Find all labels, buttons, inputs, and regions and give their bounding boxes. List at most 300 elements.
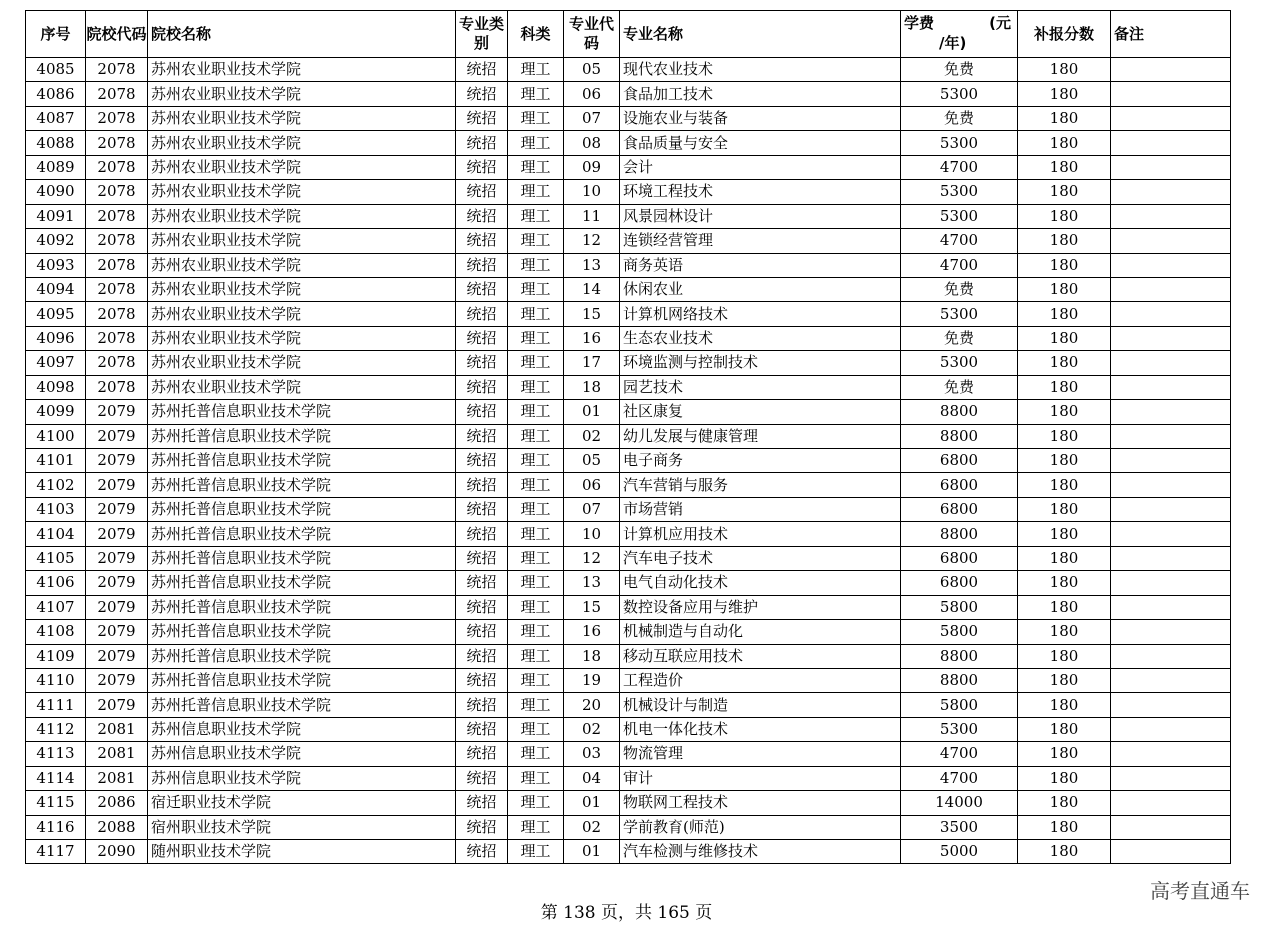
cell-subject: 理工 <box>508 717 564 741</box>
cell-seq: 4094 <box>26 277 86 301</box>
col-header-seq: 序号 <box>26 11 86 58</box>
cell-major-name: 电子商务 <box>620 449 901 473</box>
cell-major-code: 10 <box>564 522 620 546</box>
table-row <box>26 82 1231 106</box>
cell-subject: 理工 <box>508 106 564 130</box>
cell-score: 180 <box>1018 277 1111 301</box>
col-header-school-name: 院校名称 <box>148 11 456 58</box>
watermark-text: 高考直通车 <box>1150 879 1250 903</box>
cell-school-name: 随州职业技术学院 <box>148 840 456 864</box>
cell-note <box>1111 815 1231 839</box>
cell-fee: 免费 <box>901 375 1018 399</box>
table-row <box>26 595 1231 619</box>
cell-major-name: 食品质量与安全 <box>620 131 901 155</box>
cell-school-name: 苏州农业职业技术学院 <box>148 277 456 301</box>
cell-major-category: 统招 <box>456 155 508 179</box>
cell-school-name: 苏州托普信息职业技术学院 <box>148 595 456 619</box>
cell-major-code: 18 <box>564 644 620 668</box>
cell-major-name: 风景园林设计 <box>620 204 901 228</box>
cell-school-name: 苏州托普信息职业技术学院 <box>148 693 456 717</box>
cell-major-code: 13 <box>564 571 620 595</box>
cell-school-name: 苏州托普信息职业技术学院 <box>148 571 456 595</box>
table-row <box>26 400 1231 424</box>
cell-major-name: 机械设计与制造 <box>620 693 901 717</box>
cell-school-code: 2078 <box>86 253 148 277</box>
cell-school-code: 2079 <box>86 644 148 668</box>
cell-major-category: 统招 <box>456 644 508 668</box>
cell-school-name: 苏州农业职业技术学院 <box>148 326 456 350</box>
cell-major-code: 18 <box>564 375 620 399</box>
cell-note <box>1111 424 1231 448</box>
cell-major-category: 统招 <box>456 546 508 570</box>
cell-school-code: 2090 <box>86 840 148 864</box>
cell-subject: 理工 <box>508 131 564 155</box>
cell-major-code: 07 <box>564 497 620 521</box>
cell-school-code: 2081 <box>86 742 148 766</box>
cell-major-category: 统招 <box>456 595 508 619</box>
cell-school-code: 2078 <box>86 229 148 253</box>
admission-table <box>25 10 1231 864</box>
cell-school-name: 苏州信息职业技术学院 <box>148 766 456 790</box>
cell-major-name: 电气自动化技术 <box>620 571 901 595</box>
cell-subject: 理工 <box>508 522 564 546</box>
cell-school-code: 2079 <box>86 400 148 424</box>
cell-school-code: 2079 <box>86 595 148 619</box>
cell-school-name: 宿州职业技术学院 <box>148 815 456 839</box>
cell-score: 180 <box>1018 131 1111 155</box>
cell-subject: 理工 <box>508 180 564 204</box>
cell-subject: 理工 <box>508 424 564 448</box>
cell-school-name: 苏州托普信息职业技术学院 <box>148 497 456 521</box>
cell-major-code: 10 <box>564 180 620 204</box>
col-header-major-category: 专业类别 <box>456 11 508 58</box>
cell-fee: 8800 <box>901 400 1018 424</box>
fee-header-label: 学费 <box>904 14 935 32</box>
cell-seq: 4088 <box>26 131 86 155</box>
cell-major-category: 统招 <box>456 571 508 595</box>
fee-header-unit-b: /年) <box>939 34 967 52</box>
cell-major-category: 统招 <box>456 424 508 448</box>
cell-major-code: 08 <box>564 131 620 155</box>
cell-major-code: 09 <box>564 155 620 179</box>
cell-score: 180 <box>1018 375 1111 399</box>
cell-major-code: 20 <box>564 693 620 717</box>
cell-note <box>1111 253 1231 277</box>
cell-note <box>1111 351 1231 375</box>
cell-score: 180 <box>1018 400 1111 424</box>
cell-major-name: 园艺技术 <box>620 375 901 399</box>
cell-note <box>1111 106 1231 130</box>
cell-major-category: 统招 <box>456 840 508 864</box>
col-header-subject: 科类 <box>508 11 564 58</box>
cell-note <box>1111 791 1231 815</box>
cell-major-category: 统招 <box>456 82 508 106</box>
cell-school-code: 2078 <box>86 326 148 350</box>
cell-subject: 理工 <box>508 155 564 179</box>
cell-score: 180 <box>1018 644 1111 668</box>
cell-note <box>1111 58 1231 82</box>
col-header-note: 备注 <box>1111 11 1231 58</box>
table-row <box>26 693 1231 717</box>
cell-major-code: 06 <box>564 473 620 497</box>
cell-note <box>1111 326 1231 350</box>
cell-school-code: 2078 <box>86 302 148 326</box>
table-row <box>26 375 1231 399</box>
cell-seq: 4086 <box>26 82 86 106</box>
cell-school-name: 苏州托普信息职业技术学院 <box>148 546 456 570</box>
cell-subject: 理工 <box>508 595 564 619</box>
cell-major-name: 学前教育(师范) <box>620 815 901 839</box>
cell-note <box>1111 693 1231 717</box>
table-row <box>26 253 1231 277</box>
cell-score: 180 <box>1018 302 1111 326</box>
table-row <box>26 546 1231 570</box>
cell-subject: 理工 <box>508 742 564 766</box>
cell-school-code: 2081 <box>86 717 148 741</box>
cell-major-category: 统招 <box>456 742 508 766</box>
cell-score: 180 <box>1018 106 1111 130</box>
cell-seq: 4105 <box>26 546 86 570</box>
cell-subject: 理工 <box>508 815 564 839</box>
cell-note <box>1111 571 1231 595</box>
cell-major-name: 环境工程技术 <box>620 180 901 204</box>
cell-subject: 理工 <box>508 204 564 228</box>
cell-note <box>1111 375 1231 399</box>
cell-seq: 4107 <box>26 595 86 619</box>
cell-school-code: 2078 <box>86 155 148 179</box>
table-row <box>26 58 1231 82</box>
header-row <box>26 11 1231 58</box>
cell-note <box>1111 668 1231 692</box>
cell-score: 180 <box>1018 180 1111 204</box>
cell-major-category: 统招 <box>456 473 508 497</box>
cell-subject: 理工 <box>508 620 564 644</box>
cell-seq: 4085 <box>26 58 86 82</box>
cell-school-name: 宿迁职业技术学院 <box>148 791 456 815</box>
cell-seq: 4095 <box>26 302 86 326</box>
cell-fee: 8800 <box>901 424 1018 448</box>
cell-school-name: 苏州农业职业技术学院 <box>148 204 456 228</box>
table-row <box>26 302 1231 326</box>
cell-major-category: 统招 <box>456 620 508 644</box>
table-row <box>26 742 1231 766</box>
cell-subject: 理工 <box>508 326 564 350</box>
cell-note <box>1111 595 1231 619</box>
cell-major-code: 12 <box>564 546 620 570</box>
cell-major-category: 统招 <box>456 815 508 839</box>
cell-note <box>1111 644 1231 668</box>
cell-school-code: 2078 <box>86 180 148 204</box>
cell-seq: 4101 <box>26 449 86 473</box>
cell-seq: 4113 <box>26 742 86 766</box>
cell-note <box>1111 546 1231 570</box>
cell-note <box>1111 277 1231 301</box>
cell-major-category: 统招 <box>456 375 508 399</box>
cell-school-code: 2079 <box>86 546 148 570</box>
cell-fee: 4700 <box>901 766 1018 790</box>
cell-fee: 免费 <box>901 326 1018 350</box>
cell-fee: 5000 <box>901 840 1018 864</box>
cell-seq: 4093 <box>26 253 86 277</box>
cell-school-code: 2078 <box>86 58 148 82</box>
cell-school-code: 2079 <box>86 620 148 644</box>
cell-major-name: 生态农业技术 <box>620 326 901 350</box>
cell-major-code: 15 <box>564 595 620 619</box>
cell-major-category: 统招 <box>456 497 508 521</box>
cell-school-name: 苏州农业职业技术学院 <box>148 82 456 106</box>
cell-seq: 4109 <box>26 644 86 668</box>
cell-major-name: 计算机应用技术 <box>620 522 901 546</box>
cell-major-code: 01 <box>564 791 620 815</box>
cell-subject: 理工 <box>508 82 564 106</box>
cell-major-code: 07 <box>564 106 620 130</box>
cell-major-name: 移动互联应用技术 <box>620 644 901 668</box>
cell-major-name: 机电一体化技术 <box>620 717 901 741</box>
cell-school-code: 2078 <box>86 204 148 228</box>
cell-fee: 5300 <box>901 131 1018 155</box>
cell-major-category: 统招 <box>456 204 508 228</box>
cell-subject: 理工 <box>508 449 564 473</box>
cell-school-code: 2078 <box>86 106 148 130</box>
table-row <box>26 791 1231 815</box>
cell-subject: 理工 <box>508 571 564 595</box>
cell-school-code: 2079 <box>86 449 148 473</box>
cell-school-code: 2088 <box>86 815 148 839</box>
table-row <box>26 815 1231 839</box>
cell-major-category: 统招 <box>456 326 508 350</box>
cell-score: 180 <box>1018 424 1111 448</box>
cell-seq: 4097 <box>26 351 86 375</box>
cell-major-category: 统招 <box>456 302 508 326</box>
table-row <box>26 180 1231 204</box>
cell-score: 180 <box>1018 351 1111 375</box>
cell-subject: 理工 <box>508 693 564 717</box>
cell-school-name: 苏州托普信息职业技术学院 <box>148 668 456 692</box>
cell-seq: 4116 <box>26 815 86 839</box>
table-row <box>26 204 1231 228</box>
cell-seq: 4103 <box>26 497 86 521</box>
table-row <box>26 351 1231 375</box>
cell-major-category: 统招 <box>456 400 508 424</box>
cell-major-name: 汽车营销与服务 <box>620 473 901 497</box>
cell-major-category: 统招 <box>456 668 508 692</box>
cell-note <box>1111 449 1231 473</box>
cell-major-code: 12 <box>564 229 620 253</box>
cell-fee: 6800 <box>901 571 1018 595</box>
cell-score: 180 <box>1018 571 1111 595</box>
table-row <box>26 717 1231 741</box>
fee-header-unit-a: (元 <box>989 14 1011 32</box>
cell-major-category: 统招 <box>456 277 508 301</box>
cell-note <box>1111 180 1231 204</box>
table-row <box>26 326 1231 350</box>
cell-major-category: 统招 <box>456 131 508 155</box>
cell-fee: 6800 <box>901 449 1018 473</box>
cell-subject: 理工 <box>508 400 564 424</box>
cell-fee: 4700 <box>901 229 1018 253</box>
cell-seq: 4112 <box>26 717 86 741</box>
cell-subject: 理工 <box>508 375 564 399</box>
cell-major-category: 统招 <box>456 693 508 717</box>
table-body <box>26 58 1231 864</box>
cell-seq: 4117 <box>26 840 86 864</box>
cell-school-name: 苏州农业职业技术学院 <box>148 253 456 277</box>
table-row <box>26 131 1231 155</box>
cell-score: 180 <box>1018 497 1111 521</box>
cell-school-code: 2086 <box>86 791 148 815</box>
cell-score: 180 <box>1018 155 1111 179</box>
cell-major-name: 计算机网络技术 <box>620 302 901 326</box>
cell-major-name: 连锁经营管理 <box>620 229 901 253</box>
cell-subject: 理工 <box>508 497 564 521</box>
cell-note <box>1111 742 1231 766</box>
cell-seq: 4114 <box>26 766 86 790</box>
cell-subject: 理工 <box>508 546 564 570</box>
cell-major-code: 05 <box>564 58 620 82</box>
cell-major-name: 汽车检测与维修技术 <box>620 840 901 864</box>
cell-subject: 理工 <box>508 253 564 277</box>
cell-school-name: 苏州农业职业技术学院 <box>148 229 456 253</box>
cell-major-code: 03 <box>564 742 620 766</box>
table-row <box>26 106 1231 130</box>
cell-score: 180 <box>1018 449 1111 473</box>
cell-major-code: 15 <box>564 302 620 326</box>
table-row <box>26 571 1231 595</box>
cell-major-code: 02 <box>564 815 620 839</box>
cell-major-name: 食品加工技术 <box>620 82 901 106</box>
cell-major-name: 市场营销 <box>620 497 901 521</box>
cell-score: 180 <box>1018 326 1111 350</box>
cell-school-code: 2078 <box>86 131 148 155</box>
cell-fee: 5800 <box>901 595 1018 619</box>
table-row <box>26 277 1231 301</box>
cell-seq: 4089 <box>26 155 86 179</box>
cell-major-code: 17 <box>564 351 620 375</box>
cell-fee: 5300 <box>901 82 1018 106</box>
cell-note <box>1111 717 1231 741</box>
cell-seq: 4091 <box>26 204 86 228</box>
cell-school-name: 苏州托普信息职业技术学院 <box>148 620 456 644</box>
cell-subject: 理工 <box>508 277 564 301</box>
cell-fee: 免费 <box>901 277 1018 301</box>
cell-major-name: 设施农业与装备 <box>620 106 901 130</box>
table-row <box>26 522 1231 546</box>
cell-score: 180 <box>1018 253 1111 277</box>
cell-major-code: 13 <box>564 253 620 277</box>
cell-school-code: 2079 <box>86 522 148 546</box>
col-header-score: 补报分数 <box>1018 11 1111 58</box>
cell-major-name: 物联网工程技术 <box>620 791 901 815</box>
cell-seq: 4111 <box>26 693 86 717</box>
cell-seq: 4104 <box>26 522 86 546</box>
table-row <box>26 668 1231 692</box>
cell-score: 180 <box>1018 668 1111 692</box>
cell-fee: 免费 <box>901 106 1018 130</box>
cell-major-name: 幼儿发展与健康管理 <box>620 424 901 448</box>
cell-school-code: 2078 <box>86 375 148 399</box>
cell-subject: 理工 <box>508 668 564 692</box>
cell-fee: 8800 <box>901 522 1018 546</box>
cell-major-code: 01 <box>564 400 620 424</box>
cell-school-name: 苏州信息职业技术学院 <box>148 742 456 766</box>
cell-major-category: 统招 <box>456 791 508 815</box>
cell-seq: 4087 <box>26 106 86 130</box>
cell-school-code: 2079 <box>86 497 148 521</box>
cell-major-name: 休闲农业 <box>620 277 901 301</box>
table-row <box>26 766 1231 790</box>
cell-major-name: 环境监测与控制技术 <box>620 351 901 375</box>
table-row <box>26 473 1231 497</box>
cell-subject: 理工 <box>508 766 564 790</box>
cell-major-category: 统招 <box>456 351 508 375</box>
col-header-major-name: 专业名称 <box>620 11 901 58</box>
cell-score: 180 <box>1018 791 1111 815</box>
cell-school-name: 苏州农业职业技术学院 <box>148 375 456 399</box>
cell-subject: 理工 <box>508 644 564 668</box>
cell-score: 180 <box>1018 620 1111 644</box>
cell-score: 180 <box>1018 693 1111 717</box>
cell-school-name: 苏州农业职业技术学院 <box>148 106 456 130</box>
cell-note <box>1111 229 1231 253</box>
cell-seq: 4092 <box>26 229 86 253</box>
cell-note <box>1111 131 1231 155</box>
page-indicator: 第 138 页，共 165 页 <box>540 903 713 923</box>
cell-fee: 5800 <box>901 693 1018 717</box>
cell-school-name: 苏州托普信息职业技术学院 <box>148 644 456 668</box>
cell-note <box>1111 400 1231 424</box>
cell-seq: 4098 <box>26 375 86 399</box>
cell-school-code: 2079 <box>86 473 148 497</box>
cell-major-code: 16 <box>564 326 620 350</box>
col-header-major-code: 专业代码 <box>564 11 620 58</box>
cell-fee: 4700 <box>901 742 1018 766</box>
cell-major-name: 审计 <box>620 766 901 790</box>
cell-score: 180 <box>1018 546 1111 570</box>
cell-major-name: 现代农业技术 <box>620 58 901 82</box>
cell-fee: 5300 <box>901 204 1018 228</box>
col-header-fee <box>901 11 1018 58</box>
cell-subject: 理工 <box>508 791 564 815</box>
cell-score: 180 <box>1018 58 1111 82</box>
cell-major-code: 05 <box>564 449 620 473</box>
cell-fee: 5300 <box>901 180 1018 204</box>
cell-score: 180 <box>1018 766 1111 790</box>
cell-school-code: 2078 <box>86 277 148 301</box>
cell-note <box>1111 497 1231 521</box>
cell-seq: 4106 <box>26 571 86 595</box>
cell-fee: 免费 <box>901 58 1018 82</box>
cell-school-name: 苏州农业职业技术学院 <box>148 351 456 375</box>
cell-major-code: 16 <box>564 620 620 644</box>
cell-seq: 4102 <box>26 473 86 497</box>
cell-subject: 理工 <box>508 351 564 375</box>
cell-seq: 4096 <box>26 326 86 350</box>
cell-major-category: 统招 <box>456 58 508 82</box>
cell-seq: 4110 <box>26 668 86 692</box>
cell-major-category: 统招 <box>456 717 508 741</box>
table-row <box>26 229 1231 253</box>
cell-fee: 6800 <box>901 546 1018 570</box>
cell-major-category: 统招 <box>456 180 508 204</box>
cell-major-name: 机械制造与自动化 <box>620 620 901 644</box>
cell-school-name: 苏州托普信息职业技术学院 <box>148 473 456 497</box>
cell-fee: 5800 <box>901 620 1018 644</box>
table-row <box>26 620 1231 644</box>
cell-fee: 6800 <box>901 473 1018 497</box>
cell-score: 180 <box>1018 717 1111 741</box>
cell-fee: 6800 <box>901 497 1018 521</box>
cell-school-name: 苏州农业职业技术学院 <box>148 131 456 155</box>
